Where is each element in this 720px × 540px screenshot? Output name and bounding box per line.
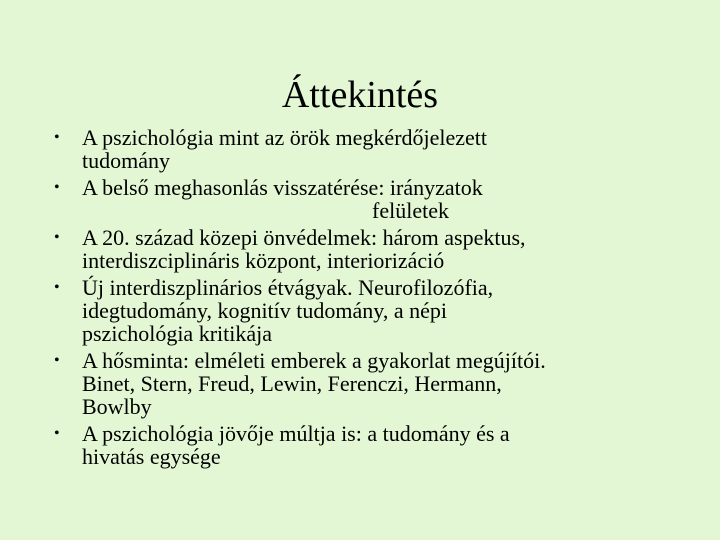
bullet-item-5 [52, 349, 672, 418]
bullet-item-1 [52, 126, 672, 172]
bullet-text-line: A belső meghasonlás visszatérése: irányzatok [82, 175, 483, 200]
bullet-list [52, 126, 672, 472]
bullet-text-line: A 20. század közepi önvédelmek: három aspektus, [82, 225, 526, 250]
bullet-item-6 [52, 422, 672, 468]
bullet-text-line: interdiszciplináris központ, interiorizáció [82, 248, 445, 273]
bullet-icon: • [54, 129, 60, 146]
bullet-text-line: A pszichológia jövője múltja is: a tudomány és a [82, 421, 510, 446]
bullet-icon: • [54, 179, 60, 196]
bullet-text-line: Binet, Stern, Freud, Lewin, Ferenczi, Hermann, [82, 371, 502, 396]
bullet-item-4 [52, 276, 672, 345]
bullet-text-line: A pszichológia mint az örök megkérdőjelezett [82, 125, 488, 150]
bullet-text-line: felületek [372, 198, 449, 223]
bullet-icon: • [54, 279, 60, 296]
bullet-icon: • [54, 352, 60, 369]
bullet-item-3 [52, 226, 672, 272]
bullet-text-line: idegtudomány, kognitív tudomány, a népi [82, 298, 447, 323]
bullet-item-2 [52, 176, 672, 222]
bullet-text-line: Bowlby [82, 394, 152, 419]
bullet-icon: • [54, 229, 60, 246]
bullet-icon: • [54, 425, 60, 442]
bullet-text-line: pszichológia kritikája [82, 321, 272, 346]
slide-title: Áttekintés [281, 74, 439, 116]
bullet-text-line: Új interdiszplinários étvágyak. Neurofilozófia, [82, 275, 494, 300]
bullet-text-line: A hősminta: elméleti emberek a gyakorlat megújítói. [82, 348, 546, 373]
bullet-text-line: hivatás egysége [82, 444, 221, 469]
bullet-text-line: tudomány [82, 148, 170, 173]
